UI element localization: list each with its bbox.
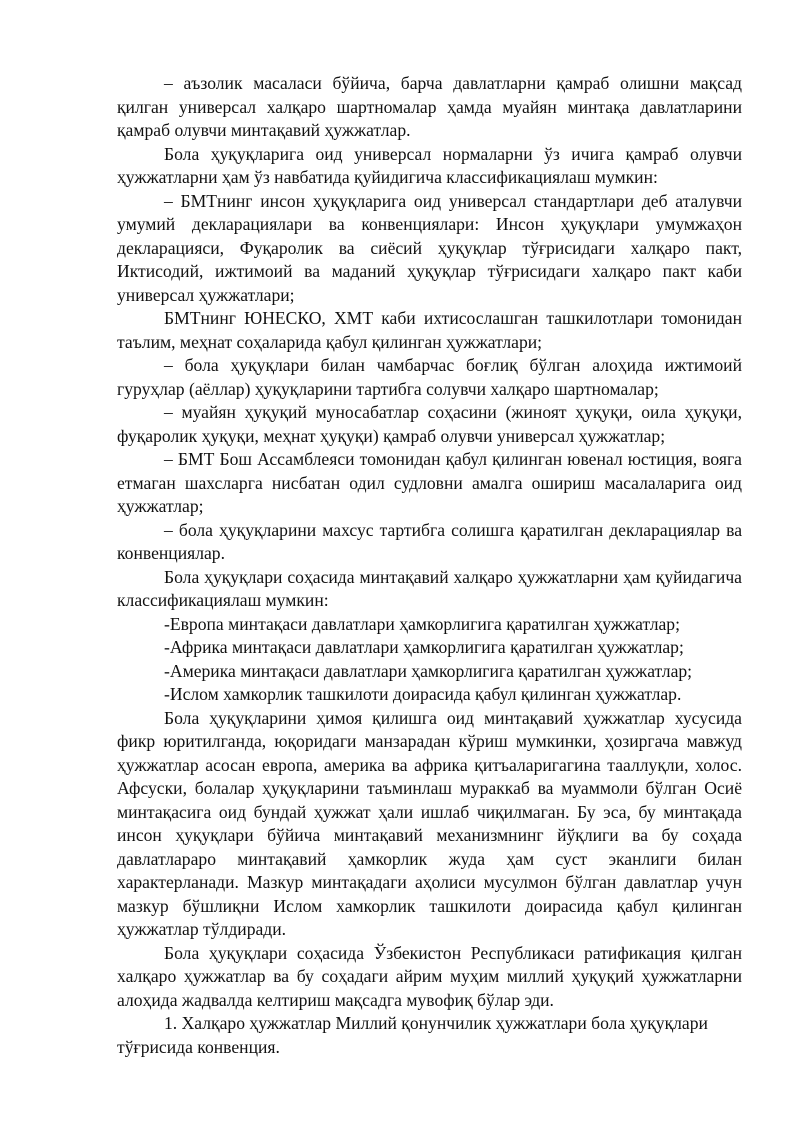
list-item-america: -Америка минтақаси давлатлари ҳамкорлигига қаратилган ҳужжатлар; [164, 660, 693, 681]
paragraph-un-standards: – БМТнинг инсон ҳуқуқларига оид универсал стандартлари деб аталувчи умумий декларациялари ва конвенциялари: Инсон ҳуқуқлари умумжаҳон декларацияси, Фуқаролик ва сиёсий ҳуқуқлар тўғрисидаги халқаро пакт, Иктисодий, ижтимоий ва маданий ҳуқуқлар тўғрисидаги халқаро пакт каби универсал ҳужжатлари; [117, 190, 742, 305]
list-item-islamic-cooperation: -Ислом хамкорлик ташкилоти доирасида қабул қилинган ҳужжатлар. [164, 684, 682, 704]
paragraph-membership-scope: – аъзолик масаласи бўйича, барча давлатларни қамраб олишни мақсад қилган универсал халқаро шартномалар ҳамда муайян минтақа давлатларини қамраб олувчи минтақавий ҳужжатлар. [117, 73, 742, 140]
paragraph-uzbekistan-ratification: Бола ҳуқуқлари соҳасида Ўзбекистон Республикаси ратификация қилган халқаро ҳужжатлар ва бу соҳадаги айрим муҳим миллий ҳуқуқий ҳужжатларни алоҳида жадвалда келтириш мақсадга мувофиқ бўлар эди. [117, 942, 742, 1010]
paragraph-specialized-agencies: БМТнинг ЮНЕСКО, ХМТ каби ихтисослашган ташкилотлари томонидан таълим, меҳнат соҳаларида қабул қилинган ҳужжатлари; [117, 308, 742, 352]
paragraph-regional-analysis: Бола ҳуқуқларини ҳимоя қилишга оид минтақавий ҳужжатлар хусусида фикр юритилганда, юқоридаги манзарадан кўриш мумкинки, ҳозиргача мавжуд ҳужжатлар асосан европа, америка ва африка қитъаларигагина тааллуқли, холос. Афсуски, болалар ҳуқуқларини таъминлаш мураккаб ва муаммоли бўлган Осиё минтақасига оид бундай ҳужжат ҳали ишлаб чиқилмаган. Бу эса, бу минтақада инсон ҳуқуқлари бўйича минтақавий механизмнинг йўқлиги ва бу соҳада давлатлараро минтақавий ҳамкорлик жуда ҳам суст эканлиги билан характерланади. Мазкур минтақадаги аҳолиси мусулмон бўлган давлатлар учун мазкур бўшлиқни Ислом хамкорлик ташкилоти доирасида қабул қилинган ҳужжатлар тўлдиради. [117, 707, 742, 939]
document-page [117, 72, 742, 1059]
paragraph-table-item-1: 1. Халқаро ҳужжатлар Миллий қонунчилик ҳужжатлари бола ҳуқуқлари тўғрисида конвенция. [117, 1013, 708, 1057]
paragraph-juvenile-justice: – БМТ Бош Ассамблеяси томонидан қабул қилинган ювенал юстиция, вояга етмаган шахсларга нисбатан одил судловни амалга ошириш масалаларига оид ҳужжатлар; [117, 449, 742, 516]
paragraph-legal-relations: – муайян ҳуқуқий муносабатлар соҳасини (жиноят ҳуқуқи, оила ҳуқуқи, фуқаролик ҳуқуқи, меҳнат ҳуқуқи) қамраб олувчи универсал ҳужжатлар; [117, 402, 742, 446]
list-item-europe: -Европа минтақаси давлатлари ҳамкорлигига қаратилган ҳужжатлар; [164, 613, 680, 634]
paragraph-regional-intro: Бола ҳуқуқлари соҳасида минтақавий халқаро ҳужжатларни ҳам қуйидагича классификациялаш мумкин: [117, 566, 742, 610]
paragraph-social-groups: – бола ҳуқуқлари билан чамбарчас боғлиқ бўлган алоҳида ижтимоий гуруҳлар (аёллар) ҳуқуқларини тартибга солувчи халқаро шартномалар; [117, 355, 742, 399]
paragraph-universal-norms-intro: Бола ҳуқуқларига оид универсал нормаларни ўз ичига қамраб олувчи ҳужжатларни ҳам ўз навбатида қуйидигича классификациялаш мумкин: [117, 143, 742, 187]
paragraph-special-declarations: – бола ҳуқуқларини махсус тартибга солишга қаратилган декларациялар ва конвенциялар. [117, 519, 742, 563]
list-item-africa: -Африка минтақаси давлатлари ҳамкорлигига қаратилган ҳужжатлар; [164, 637, 684, 657]
